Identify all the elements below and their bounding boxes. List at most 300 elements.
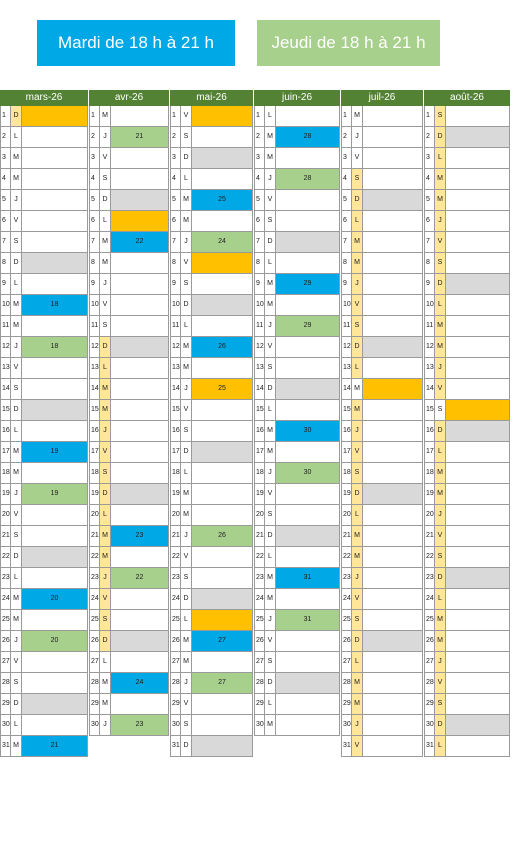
day-number: 14 — [254, 379, 265, 400]
day-row — [0, 694, 88, 715]
weekday-letter: M — [435, 484, 446, 505]
day-row — [341, 148, 423, 169]
day-row — [0, 316, 88, 337]
day-slot — [192, 274, 253, 295]
weekday-letter: L — [352, 505, 363, 526]
session-number: 28 — [276, 169, 340, 190]
weekday-letter: M — [100, 400, 111, 421]
weekday-letter: L — [435, 442, 446, 463]
day-row — [254, 505, 340, 526]
day-row — [170, 631, 253, 652]
day-number: 15 — [170, 400, 181, 421]
day-slot — [111, 358, 169, 379]
weekday-letter: J — [11, 631, 22, 652]
session-number: 24 — [111, 673, 169, 694]
weekday-letter: M — [11, 736, 22, 757]
session-number: 18 — [22, 337, 88, 358]
month-header: avr-26 — [89, 90, 169, 106]
weekday-letter: M — [181, 484, 192, 505]
weekday-letter: L — [435, 148, 446, 169]
day-number: 29 — [89, 694, 100, 715]
day-row — [424, 421, 510, 442]
day-row — [341, 295, 423, 316]
weekday-letter: J — [352, 127, 363, 148]
weekday-letter: S — [435, 253, 446, 274]
weekday-letter: M — [435, 169, 446, 190]
day-slot — [22, 400, 88, 421]
day-number: 16 — [170, 421, 181, 442]
weekday-letter: M — [352, 526, 363, 547]
weekday-letter: M — [265, 295, 276, 316]
day-row — [254, 547, 340, 568]
weekday-letter: S — [352, 316, 363, 337]
day-number: 29 — [170, 694, 181, 715]
day-row — [424, 526, 510, 547]
day-slot — [192, 316, 253, 337]
day-number: 19 — [424, 484, 435, 505]
weekday-letter: D — [435, 715, 446, 736]
day-row — [89, 232, 169, 253]
day-slot — [111, 547, 169, 568]
day-row — [254, 295, 340, 316]
day-slot — [192, 295, 253, 316]
weekday-letter: D — [11, 694, 22, 715]
day-slot — [446, 547, 510, 568]
day-slot — [22, 505, 88, 526]
weekday-letter: M — [435, 463, 446, 484]
day-slot — [276, 106, 340, 127]
day-number: 17 — [424, 442, 435, 463]
day-slot — [192, 442, 253, 463]
day-row — [254, 253, 340, 274]
day-number: 12 — [424, 337, 435, 358]
day-number: 30 — [0, 715, 11, 736]
day-number: 19 — [341, 484, 352, 505]
day-row — [424, 547, 510, 568]
day-number: 16 — [424, 421, 435, 442]
day-row — [341, 190, 423, 211]
day-number: 9 — [89, 274, 100, 295]
day-row — [424, 232, 510, 253]
day-slot — [192, 568, 253, 589]
day-number: 7 — [0, 232, 11, 253]
day-row — [0, 547, 88, 568]
weekday-letter: S — [11, 232, 22, 253]
day-number: 11 — [254, 316, 265, 337]
month-header: juin-26 — [254, 90, 340, 106]
weekday-letter: D — [100, 337, 111, 358]
day-number: 4 — [0, 169, 11, 190]
day-slot — [276, 694, 340, 715]
day-number: 10 — [170, 295, 181, 316]
weekday-letter: M — [181, 505, 192, 526]
session-number: 18 — [22, 295, 88, 316]
weekday-letter: J — [265, 610, 276, 631]
day-number: 2 — [0, 127, 11, 148]
weekday-letter: J — [352, 568, 363, 589]
weekday-letter: J — [435, 505, 446, 526]
day-slot — [446, 316, 510, 337]
legend-thursday-session: Jeudi de 18 h à 21 h — [257, 20, 440, 66]
weekday-letter: M — [352, 694, 363, 715]
weekday-letter: L — [435, 736, 446, 757]
weekday-letter: D — [11, 547, 22, 568]
weekday-letter: M — [265, 421, 276, 442]
day-slot — [363, 505, 423, 526]
weekday-letter: S — [435, 400, 446, 421]
day-number: 27 — [424, 652, 435, 673]
day-number: 13 — [254, 358, 265, 379]
day-number: 30 — [341, 715, 352, 736]
day-number: 31 — [341, 736, 352, 757]
day-number: 20 — [89, 505, 100, 526]
day-slot — [22, 316, 88, 337]
day-row — [0, 232, 88, 253]
weekday-letter: D — [100, 631, 111, 652]
weekday-letter: V — [352, 295, 363, 316]
day-slot — [446, 484, 510, 505]
day-number: 22 — [89, 547, 100, 568]
day-row — [0, 484, 88, 505]
day-row — [0, 169, 88, 190]
weekday-letter: S — [11, 526, 22, 547]
day-slot — [192, 463, 253, 484]
day-row — [89, 127, 169, 148]
day-number: 14 — [424, 379, 435, 400]
day-slot — [22, 610, 88, 631]
weekday-letter: J — [11, 190, 22, 211]
day-row — [254, 694, 340, 715]
weekday-letter: D — [11, 106, 22, 127]
day-number: 10 — [89, 295, 100, 316]
day-slot — [446, 694, 510, 715]
session-number: 27 — [192, 673, 253, 694]
weekday-letter: M — [265, 568, 276, 589]
day-slot — [276, 442, 340, 463]
day-slot — [22, 253, 88, 274]
day-number: 26 — [254, 631, 265, 652]
day-slot — [446, 715, 510, 736]
day-number: 11 — [424, 316, 435, 337]
session-number: 21 — [22, 736, 88, 757]
weekday-letter: V — [265, 631, 276, 652]
day-number: 26 — [424, 631, 435, 652]
weekday-letter: L — [265, 547, 276, 568]
weekday-letter: J — [181, 232, 192, 253]
weekday-letter: V — [100, 148, 111, 169]
weekday-letter: V — [100, 295, 111, 316]
day-row — [0, 127, 88, 148]
day-number: 3 — [170, 148, 181, 169]
day-slot — [363, 232, 423, 253]
day-number: 18 — [341, 463, 352, 484]
day-slot — [446, 568, 510, 589]
day-slot — [363, 652, 423, 673]
weekday-letter: M — [100, 673, 111, 694]
day-number: 24 — [341, 589, 352, 610]
weekday-letter: M — [100, 379, 111, 400]
day-slot — [111, 211, 169, 232]
weekday-letter: J — [100, 715, 111, 736]
day-row — [170, 148, 253, 169]
day-slot — [446, 421, 510, 442]
day-number: 6 — [424, 211, 435, 232]
day-row — [254, 106, 340, 127]
day-row — [424, 484, 510, 505]
weekday-letter: D — [100, 190, 111, 211]
day-row — [89, 379, 169, 400]
day-row — [89, 673, 169, 694]
day-slot — [22, 190, 88, 211]
day-slot — [363, 421, 423, 442]
month-header: mars-26 — [0, 90, 88, 106]
weekday-letter: L — [11, 568, 22, 589]
day-row — [170, 568, 253, 589]
day-number: 17 — [341, 442, 352, 463]
day-slot — [111, 631, 169, 652]
session-number: 20 — [22, 589, 88, 610]
day-slot — [192, 589, 253, 610]
day-row — [341, 211, 423, 232]
day-number: 13 — [424, 358, 435, 379]
day-row — [341, 589, 423, 610]
day-row — [424, 610, 510, 631]
day-number: 7 — [170, 232, 181, 253]
day-row — [0, 652, 88, 673]
day-row — [0, 589, 88, 610]
day-row — [254, 337, 340, 358]
weekday-letter: J — [100, 421, 111, 442]
weekday-letter: S — [181, 274, 192, 295]
day-slot — [446, 400, 510, 421]
day-number: 6 — [254, 211, 265, 232]
day-row — [254, 442, 340, 463]
day-number: 26 — [89, 631, 100, 652]
day-slot — [363, 253, 423, 274]
day-number: 24 — [254, 589, 265, 610]
day-row — [424, 253, 510, 274]
day-number: 5 — [89, 190, 100, 211]
day-number: 22 — [170, 547, 181, 568]
day-row — [254, 379, 340, 400]
day-number: 11 — [89, 316, 100, 337]
day-number: 3 — [341, 148, 352, 169]
day-row — [170, 715, 253, 736]
weekday-letter: L — [265, 694, 276, 715]
day-row — [89, 610, 169, 631]
day-number: 15 — [0, 400, 11, 421]
weekday-letter: M — [265, 274, 276, 295]
day-row — [424, 505, 510, 526]
weekday-letter: J — [265, 463, 276, 484]
day-number: 7 — [89, 232, 100, 253]
weekday-letter: L — [352, 358, 363, 379]
day-number: 8 — [170, 253, 181, 274]
day-slot — [363, 715, 423, 736]
day-slot — [111, 484, 169, 505]
weekday-letter: S — [181, 715, 192, 736]
day-number: 18 — [254, 463, 265, 484]
day-row — [170, 211, 253, 232]
day-slot — [276, 148, 340, 169]
day-number: 10 — [254, 295, 265, 316]
day-number: 17 — [170, 442, 181, 463]
day-number: 4 — [254, 169, 265, 190]
day-row — [89, 589, 169, 610]
day-number: 2 — [424, 127, 435, 148]
weekday-letter: M — [265, 148, 276, 169]
day-number: 3 — [424, 148, 435, 169]
day-row — [89, 652, 169, 673]
day-number: 25 — [341, 610, 352, 631]
weekday-letter: J — [435, 652, 446, 673]
day-number: 19 — [0, 484, 11, 505]
day-number: 31 — [170, 736, 181, 757]
day-slot — [192, 169, 253, 190]
day-row — [89, 631, 169, 652]
weekday-letter: D — [100, 484, 111, 505]
day-row — [424, 337, 510, 358]
day-number: 4 — [170, 169, 181, 190]
day-row — [424, 106, 510, 127]
day-number: 9 — [170, 274, 181, 295]
day-number: 20 — [424, 505, 435, 526]
day-row — [170, 421, 253, 442]
day-slot — [446, 232, 510, 253]
day-row — [0, 673, 88, 694]
weekday-letter: L — [100, 211, 111, 232]
weekday-letter: S — [435, 547, 446, 568]
month-header: août-26 — [424, 90, 510, 106]
weekday-letter: D — [265, 526, 276, 547]
session-number: 28 — [276, 127, 340, 148]
weekday-letter: L — [100, 652, 111, 673]
day-row — [254, 526, 340, 547]
day-row — [170, 295, 253, 316]
day-number: 17 — [89, 442, 100, 463]
day-row — [254, 232, 340, 253]
day-slot — [111, 421, 169, 442]
day-number: 23 — [0, 568, 11, 589]
day-number: 25 — [254, 610, 265, 631]
day-slot — [22, 106, 88, 127]
day-number: 15 — [341, 400, 352, 421]
day-number: 15 — [89, 400, 100, 421]
weekday-letter: D — [11, 400, 22, 421]
weekday-letter: S — [435, 106, 446, 127]
day-number: 12 — [254, 337, 265, 358]
weekday-letter: M — [100, 232, 111, 253]
day-slot — [111, 295, 169, 316]
day-slot — [363, 274, 423, 295]
day-row — [0, 106, 88, 127]
day-slot — [111, 589, 169, 610]
weekday-letter: M — [352, 400, 363, 421]
session-number: 19 — [22, 442, 88, 463]
day-number: 25 — [424, 610, 435, 631]
day-slot — [111, 316, 169, 337]
day-slot — [111, 694, 169, 715]
weekday-letter: J — [352, 274, 363, 295]
weekday-letter: M — [11, 610, 22, 631]
day-row — [0, 715, 88, 736]
day-number: 8 — [341, 253, 352, 274]
day-number: 21 — [254, 526, 265, 547]
day-number: 6 — [170, 211, 181, 232]
day-number: 4 — [424, 169, 435, 190]
day-row — [424, 211, 510, 232]
day-slot — [192, 358, 253, 379]
day-slot — [276, 358, 340, 379]
day-number: 30 — [424, 715, 435, 736]
day-slot — [111, 400, 169, 421]
day-slot — [22, 652, 88, 673]
weekday-letter: V — [435, 379, 446, 400]
weekday-letter: L — [100, 358, 111, 379]
day-row — [89, 211, 169, 232]
day-number: 1 — [254, 106, 265, 127]
weekday-letter: L — [181, 316, 192, 337]
day-number: 9 — [424, 274, 435, 295]
day-number: 18 — [424, 463, 435, 484]
weekday-letter: S — [352, 610, 363, 631]
day-number: 27 — [170, 652, 181, 673]
day-number: 28 — [254, 673, 265, 694]
session-number: 22 — [111, 568, 169, 589]
day-row — [341, 106, 423, 127]
day-slot — [22, 358, 88, 379]
day-row — [341, 442, 423, 463]
day-slot — [363, 589, 423, 610]
day-number: 3 — [89, 148, 100, 169]
day-slot — [446, 106, 510, 127]
day-number: 6 — [89, 211, 100, 232]
weekday-letter: V — [265, 484, 276, 505]
day-slot — [446, 274, 510, 295]
day-number: 20 — [0, 505, 11, 526]
day-slot — [192, 715, 253, 736]
day-slot — [192, 211, 253, 232]
day-row — [0, 253, 88, 274]
day-number: 2 — [254, 127, 265, 148]
day-slot — [446, 337, 510, 358]
day-slot — [363, 526, 423, 547]
weekday-letter: D — [435, 568, 446, 589]
day-number: 13 — [89, 358, 100, 379]
day-row — [341, 694, 423, 715]
day-row — [424, 274, 510, 295]
weekday-letter: S — [265, 211, 276, 232]
day-row — [341, 337, 423, 358]
weekday-letter: M — [352, 253, 363, 274]
weekday-letter: M — [435, 610, 446, 631]
session-number: 26 — [192, 337, 253, 358]
day-row — [170, 400, 253, 421]
month-column — [0, 90, 88, 760]
day-row — [341, 736, 423, 757]
day-number: 28 — [89, 673, 100, 694]
day-number: 2 — [170, 127, 181, 148]
weekday-letter: J — [181, 526, 192, 547]
day-slot — [363, 400, 423, 421]
day-slot — [111, 148, 169, 169]
day-number: 8 — [89, 253, 100, 274]
day-row — [341, 127, 423, 148]
day-slot — [363, 148, 423, 169]
day-row — [424, 358, 510, 379]
day-row — [170, 505, 253, 526]
weekday-letter: J — [352, 715, 363, 736]
